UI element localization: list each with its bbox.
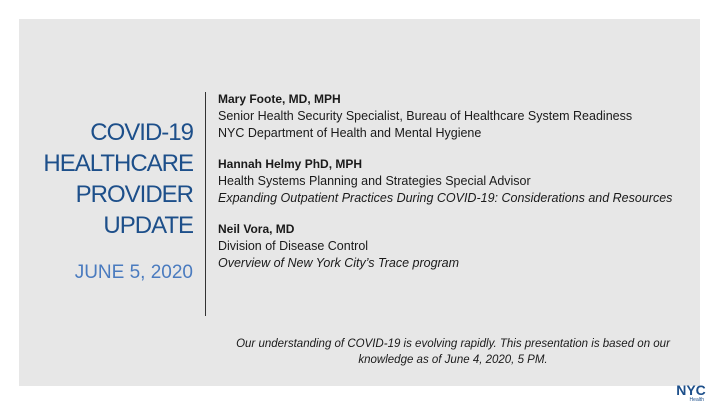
speaker-entry: [218, 91, 688, 142]
title-line: HEALTHCARE: [43, 150, 193, 177]
vertical-divider: [205, 92, 206, 316]
speaker-entry: [218, 221, 688, 272]
talk-title: Overview of New York City’s Trace program: [218, 256, 460, 270]
speaker-name: Neil Vora, MD: [218, 222, 295, 236]
logo-subtext: Health: [689, 397, 704, 403]
speaker-role: Health Systems Planning and Strategies Special Advisor: [218, 174, 531, 188]
talk-title: Expanding Outpatient Practices During COVID-19: Considerations and Resources: [218, 191, 673, 205]
disclaimer-note: Our understanding of COVID-19 is evolving rapidly. This presentation is based on our knowledge as of June 4, 2020, 5 PM.: [236, 338, 670, 366]
speaker-name: Hannah Helmy PhD, MPH: [218, 157, 363, 171]
title-line: PROVIDER: [75, 181, 193, 208]
presentation-date: JUNE 5, 2020: [74, 262, 193, 283]
title-line: UPDATE: [103, 212, 193, 239]
speaker-role: Division of Disease Control: [218, 239, 369, 253]
speaker-list: [218, 91, 688, 286]
speaker-role: Senior Health Security Specialist, Bureau of Healthcare System Readiness: [218, 109, 633, 123]
logo-text: NYC: [676, 382, 706, 398]
speaker-entry: [218, 156, 688, 207]
speaker-organization: NYC Department of Health and Mental Hygiene: [218, 126, 482, 140]
slide-title: [43, 117, 193, 241]
speaker-name: Mary Foote, MD, MPH: [218, 92, 341, 106]
title-line: COVID-19: [90, 119, 193, 146]
